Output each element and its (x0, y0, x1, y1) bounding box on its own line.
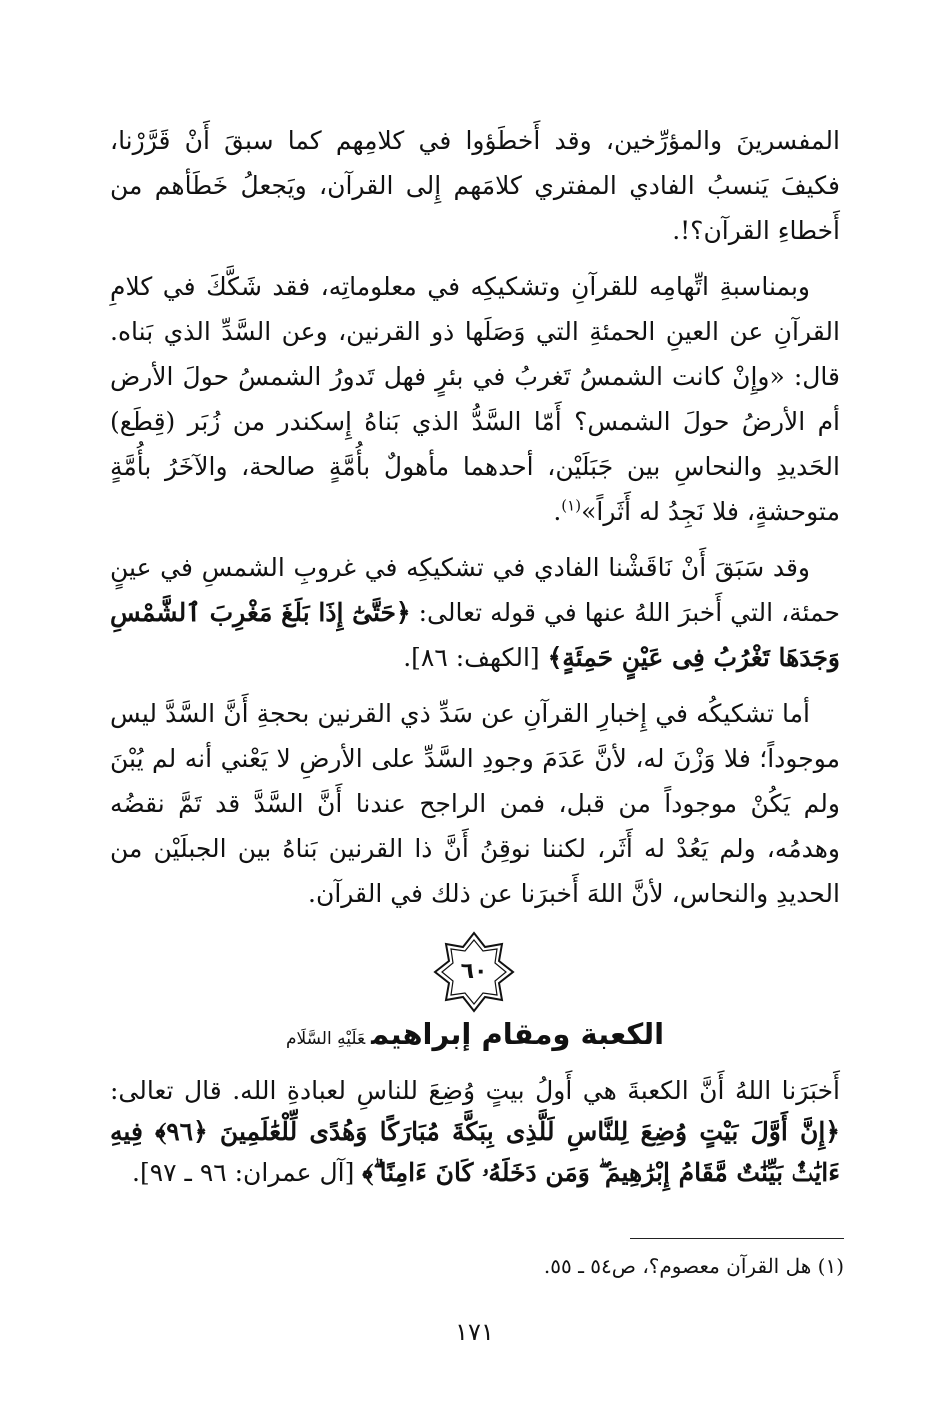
paragraph-5 (110, 1070, 840, 1193)
page-number: ١٧١ (455, 1318, 494, 1346)
quran-verse-al-imran: ﴿إِنَّ أَوَّلَ بَيْتٍ وُضِعَ لِلنَّاسِ لَلَّذِى بِبَكَّةَ مُبَارَكًا وَهُدًى لِّلْعَٰلَمِينَ ﴿٩٦﴾ فِيهِ ءَايَٰتٌۢ بَيِّنَٰتٌ مَّقَامُ إِبْرَٰهِيمَ ۖ وَمَن دَخَلَهُۥ كَانَ ءَامِنًا ۗ﴾ (110, 1117, 840, 1187)
paragraph-4-text: أما تشكيكُه في إِخبارِ القرآنِ عن سَدِّ ذي القرنين بحجةِ أَنَّ السَّدَّ ليس موجوداً؛ فلا وَزْنَ له، لأنَّ عَدَمَ وجودِ السَّدِّ على الأرضِ لا يَعْني أنه لم يُبْنَ ولم يَكُنْ موجوداً من قبل، فمن الراجح عندنا أَنَّ السَّدَّ قد تَمَّ نقضُه وهدمُه، ولم يَعُدْ له أَثَر، لكننا نوقِنُ أَنَّ ذا القرنين بَناهُ بين الجبلَيْن من الحديدِ والنحاس، لأنَّ اللهَ أَخبرَنا عن ذلك في القرآن. (110, 699, 840, 908)
footnote-reference[interactable]: (١) (561, 496, 582, 515)
paragraph-1-text: المفسرينَ والمؤرِّخين، وقد أَخطَؤوا في كلامِهم كما سبقَ أَنْ قَرَّرْنا، فكيفَ يَنسبُ الفادي المفتري كلامَهم إِلى القرآن، ويَجعلُ خَطَأهم من أَخطاءِ القرآن؟!. (110, 126, 840, 245)
paragraph-2-text: وبمناسبةِ اتِّهامِه للقرآنِ وتشكيكِه في معلوماتِه، فقد شَكَّكَ في كلامِ القرآنِ عن العينِ الحمئةِ التي وَصَلَها ذو القرنين، وعن السَّدِّ الذي بَناه. قال: «وإِنْ كانت الشمسُ تَغربُ في بئرٍ فهل تَدورُ الشمسُ حولَ الأرض أم الأرضُ حولَ الشمس؟ أَمّا السَّدُّ الذي بَناهُ إِسكندر من زُبَر (قِطَع) الحَديدِ والنحاسِ بين جَبَلَيْن، أحدهما مأهولٌ بأُمَّةٍ صالحة، والآخَرُ بأُمَّةٍ متوحشةٍ، فلا نَجِدُ له أَثَراً» (110, 272, 840, 526)
footnote-divider (630, 1238, 844, 1239)
paragraph-1 (110, 118, 840, 253)
honorific-glyph: عَلَيْهِ السَّلَام (285, 1029, 366, 1049)
section-title (110, 1012, 840, 1061)
paragraph-3-text: وقد سَبَقَ أَنْ نَاقَشْنا الفادي في تشكيكِه في غروبِ الشمسِ في عينٍ حمئة، التي أَخبرَ اللهُ عنها في قوله تعالى: (110, 553, 840, 627)
paragraph-5-text: أَخبَرَنا اللهُ أَنَّ الكعبةَ هي أَولُ بيتٍ وُضِعَ للناسِ لعبادةِ الله. قال تعالى: (110, 1076, 840, 1105)
footnote (110, 1250, 844, 1282)
paragraph-3-citation: [الكهف: ٨٦]. (403, 643, 548, 672)
paragraph-4 (110, 691, 840, 916)
body-text (110, 118, 840, 927)
section-title-text: الكعبة ومقام إبراهيم (371, 1017, 665, 1051)
quran-verse-kahf: ﴿حَتَّىٰٓ إِذَا بَلَغَ مَغْرِبَ ٱلشَّمْسِ وَجَدَهَا تَغْرُبُ فِى عَيْنٍ حَمِئَةٍ﴾ (110, 598, 840, 672)
paragraph-3 (110, 545, 840, 680)
paragraph-2 (110, 264, 840, 534)
section-number: ٦٠ (460, 959, 488, 984)
section-body (110, 1070, 840, 1204)
section-number-badge (432, 930, 516, 1014)
footnote-text: (١) هل القرآن معصوم؟، ص٥٤ ـ ٥٥. (543, 1254, 844, 1278)
paragraph-5-citation: [آل عمران: ٩٦ ـ ٩٧]. (132, 1158, 363, 1187)
paragraph-2-end: . (553, 497, 562, 526)
